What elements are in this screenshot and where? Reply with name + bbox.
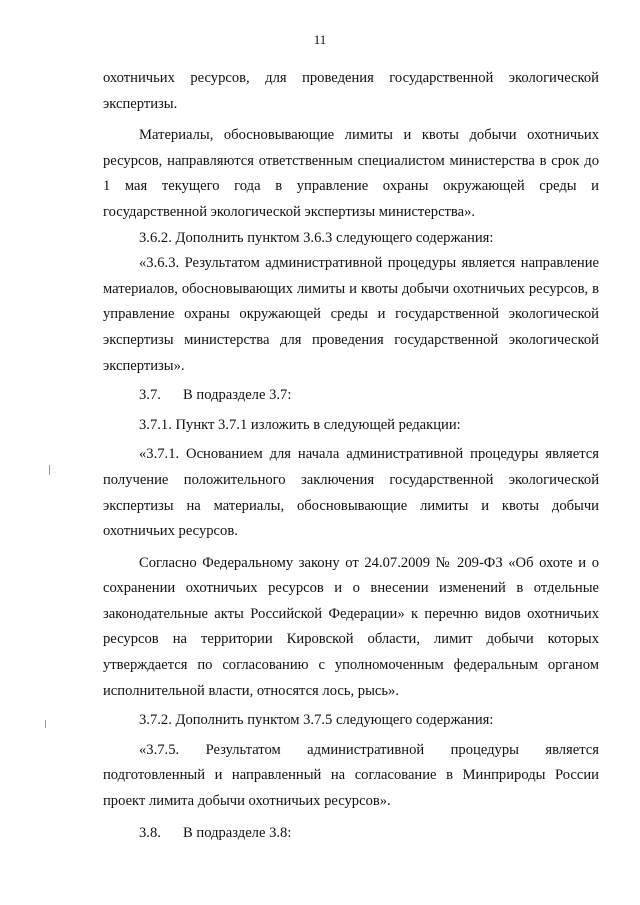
paragraph-materials: Материалы, обосновывающие лимиты и квоты добычи охотничьих ресурсов, направляются ответственным специалистом министерства в срок до 1 мая текущего года в управление охраны окружающей среды и государственной экологической экспертизы министерства».: [103, 127, 599, 220]
section-3-8-text: В подразделе 3.8:: [183, 824, 292, 841]
section-3-7-number: 3.7.: [139, 387, 161, 404]
quote-3-7-1: «3.7.1. Основанием для начала административной процедуры является получение положительного заключения государственной экологической экспертизы на материалы, обосновывающие лимиты и квоты добычи охотничьих ресурсов.: [103, 446, 599, 540]
law-paragraph: Согласно Федеральному закону от 24.07.2009 № 209-ФЗ «Об охоте и о сохранении охотничьих ресурсов и о внесении изменений в отдельные законодательные акты Российской Федерации» к перечню видов охотничьих ресурсов на территории Кировской области, лимит добычи которых утверждается по согласованию с уполномоченным федеральным органом исполнительной власти, относятся лось, рысь».: [103, 554, 599, 699]
section-3-8: [103, 821, 599, 847]
item-3-7-2: 3.7.2. Дополнить пунктом 3.7.5 следующего содержания:: [139, 712, 494, 729]
document-body: [103, 66, 599, 846]
quote-3-7-5: «3.7.5. Результатом административной процедуры является подготовленный и направленный на согласование в Минприроды России проект лимита добычи охотничьих ресурсов».: [103, 741, 599, 810]
page-number: 11: [313, 32, 327, 47]
item-3-6-2: 3.6.2. Дополнить пунктом 3.6.3 следующего содержания:: [139, 229, 494, 246]
section-3-7: [103, 383, 599, 409]
scan-mark: [45, 720, 46, 728]
item-3-7-1: 3.7.1. Пункт 3.7.1 изложить в следующей редакции:: [139, 416, 461, 433]
quote-3-6-3: «3.6.3. Результатом административной процедуры является направление материалов, обосновывающих лимиты и квоты добычи охотничьих ресурсов, в управление охраны окружающей среды и государственной экологической экспертизы министерства для проведения государственной экологической экспертизы».: [103, 255, 599, 374]
section-3-8-number: 3.8.: [139, 824, 161, 841]
scan-mark: [49, 465, 50, 475]
paragraph-continuation: охотничьих ресурсов, для проведения государственной экологической экспертизы.: [103, 70, 599, 112]
section-3-7-text: В подразделе 3.7:: [183, 387, 292, 404]
